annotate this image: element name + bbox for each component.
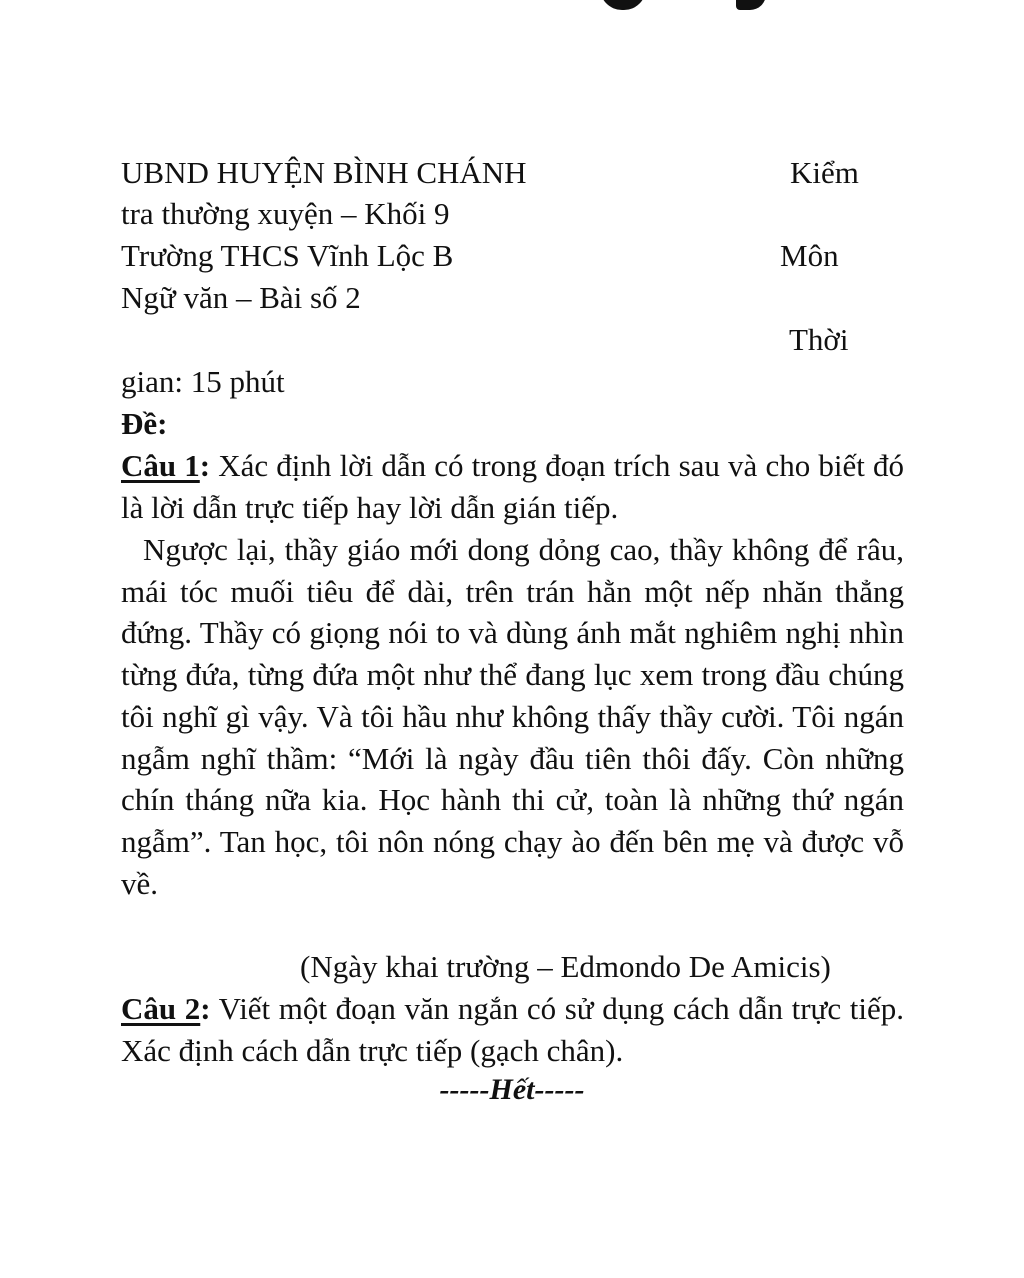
question-1 — [121, 445, 904, 528]
question-2-colon: : — [200, 991, 211, 1026]
header-school: Trường THCS Vĩnh Lộc B — [121, 238, 454, 273]
header-time-start: Thời — [789, 322, 849, 357]
passage-source: (Ngày khai trường – Edmondo De Amicis) — [300, 949, 831, 984]
question-1-label: Câu 1 — [121, 448, 200, 483]
question-2-text: Viết một đoạn văn ngắn có sử dụng cách dẫn trực tiếp. Xác định cách dẫn trực tiếp (gạch chân). — [121, 991, 904, 1068]
header-test-type: tra thường xuyện – Khối 9 — [121, 196, 450, 231]
header-subject-start: Môn — [780, 238, 839, 273]
header-time: gian: 15 phút — [121, 364, 285, 399]
question-2 — [121, 988, 904, 1071]
question-1-colon: : — [199, 448, 211, 483]
heading-glyph — [736, 0, 766, 10]
header-subject: Ngữ văn – Bài số 2 — [121, 280, 361, 315]
question-2-label: Câu 2 — [121, 991, 201, 1026]
end-marker: -----Hết----- — [439, 1073, 585, 1106]
heading-glyph — [600, 0, 646, 10]
passage: Ngược lại, thầy giáo mới dong dỏng cao, thầy không để râu, mái tóc muối tiêu để dài, trên trán hằn một nếp nhăn thẳng đứng. Thầy có giọng nói to và dùng ánh mắt nghiêm nghị nhìn từng đứa, từng đứa một như thể đang lục xem trong đầu chúng tôi nghĩ gì vậy. Và tôi hầu như không thấy thầy cười. Tôi ngán ngẫm nghĩ thầm: “Mới là ngày đầu tiên thôi đấy. Còn những chín tháng nữa kia. Học hành thi cử, toàn là những thứ ngán ngẫm”. Tan học, tôi nôn nóng chạy ào đến bên mẹ và được vỗ về. — [121, 532, 904, 901]
header-test-type-start: Kiểm — [790, 155, 859, 190]
cropped-heading-fragment — [540, 0, 840, 14]
header-district: UBND HUYỆN BÌNH CHÁNH — [121, 155, 527, 190]
exam-de-label: Đề: — [121, 406, 168, 441]
question-1-text: Xác định lời dẫn có trong đoạn trích sau và cho biết đó là lời dẫn trực tiếp hay lời dẫn gián tiếp. — [121, 448, 904, 525]
